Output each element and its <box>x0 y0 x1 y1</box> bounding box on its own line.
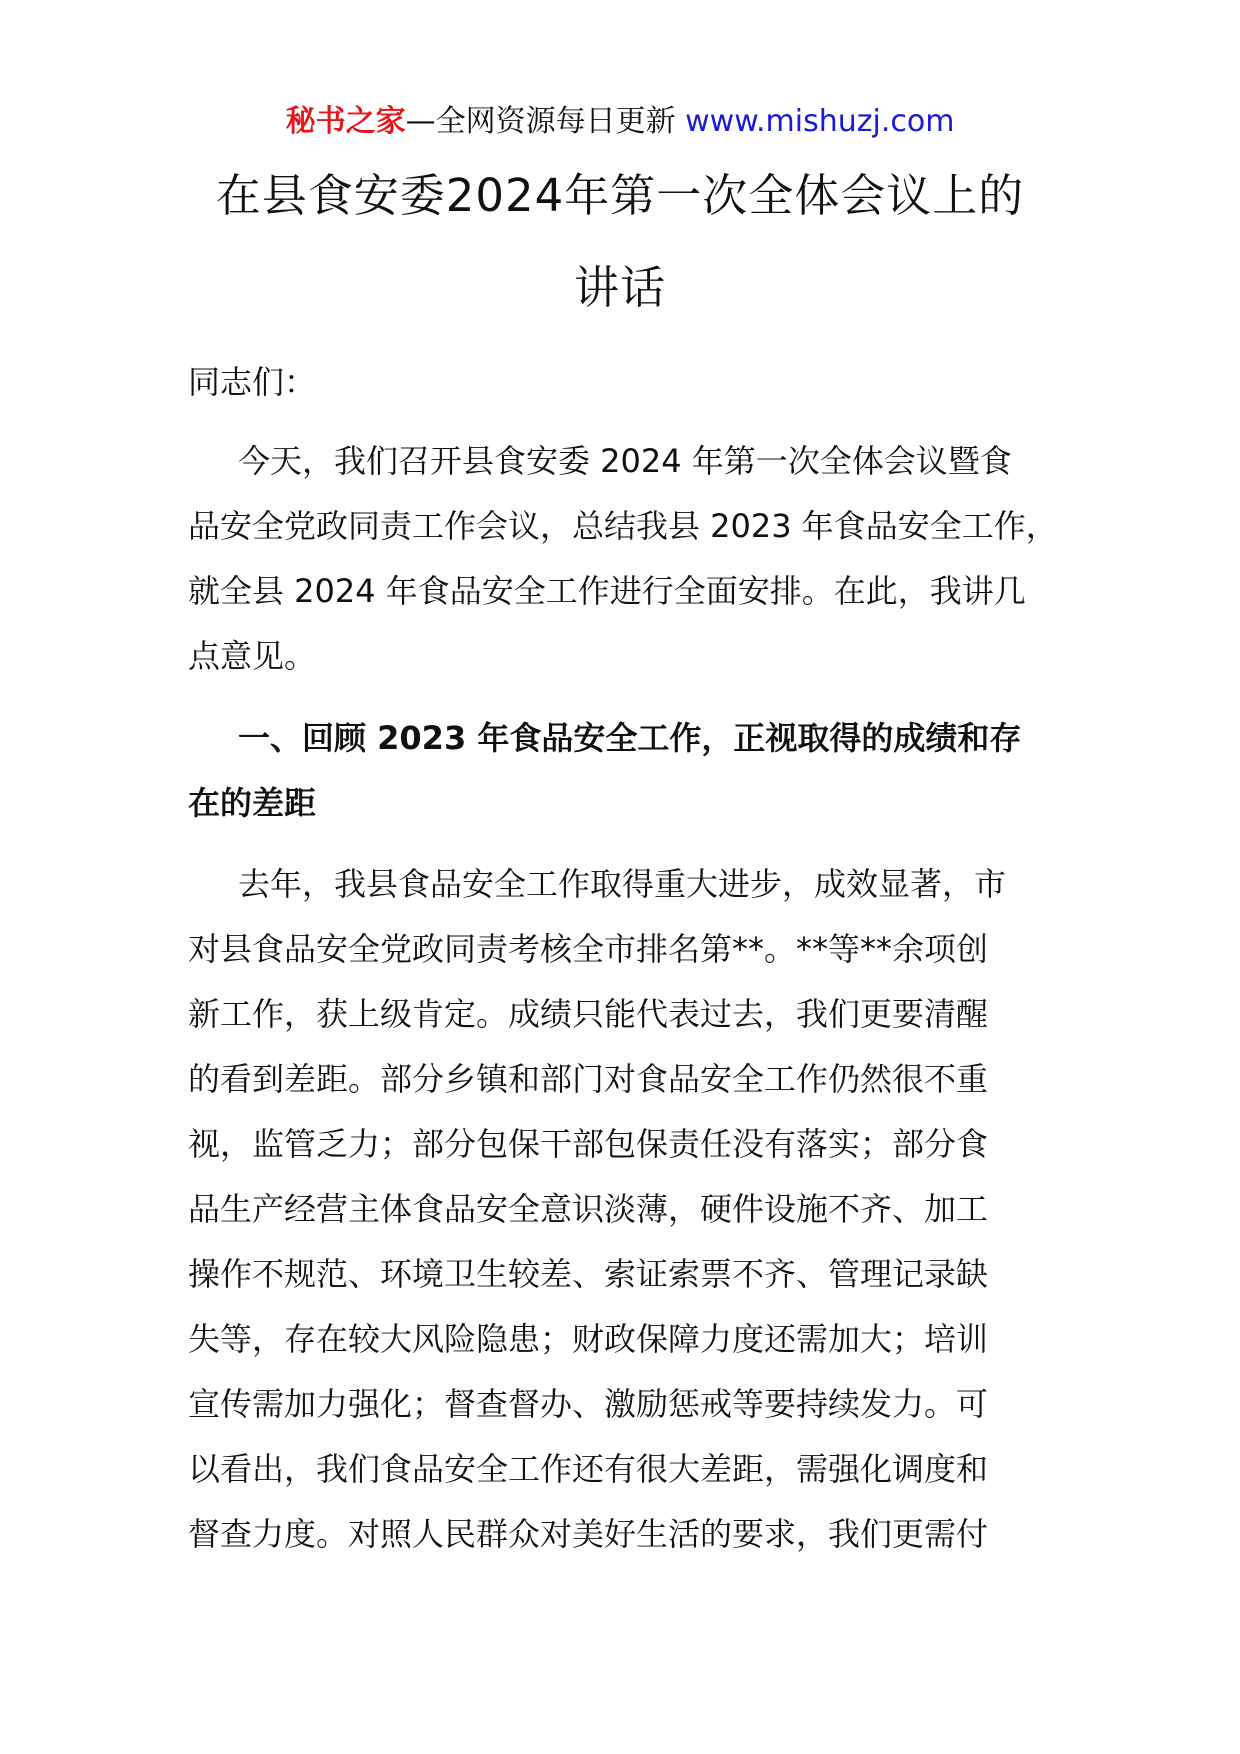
banner-url-link[interactable]: www.mishuzj.com <box>685 104 955 139</box>
paragraph-line: 失等，存在较大风险隐患；财政保障力度还需加大；培训 <box>188 1320 989 1358</box>
paragraph-line: 对县食品安全党政同责考核全市排名第**。**等**余项创 <box>188 930 989 968</box>
paragraph-line: 品生产经营主体食品安全意识淡薄，硬件设施不齐、加工 <box>188 1190 989 1228</box>
paragraph-line: 今天，我们召开县食安委 2024 年第一次全体会议暨食 <box>238 442 1012 480</box>
paragraph-line: 品安全党政同责工作会议，总结我县 2023 年食品安全工作， <box>188 507 1058 545</box>
paragraph-line: 点意见。 <box>188 637 317 675</box>
paragraph-line: 以看出，我们食品安全工作还有很大差距，需强化调度和 <box>188 1450 989 1488</box>
paragraph-line: 操作不规范、环境卫生较差、索证索票不齐、管理记录缺 <box>188 1255 989 1293</box>
banner-brand: 秘书之家 <box>285 104 406 139</box>
document-title <box>160 150 1080 334</box>
section-heading-1 <box>188 706 1088 836</box>
paragraph-line: 视，监管乏力；部分包保干部包保责任没有落实；部分食 <box>188 1125 989 1163</box>
paragraph-line: 新工作，获上级肯定。成绩只能代表过去，我们更要清醒 <box>188 995 989 1033</box>
heading-line: 在的差距 <box>188 784 317 822</box>
heading-line: 一、回顾 2023 年食品安全工作，正视取得的成绩和存 <box>238 719 1022 757</box>
title-line: 在县食安委2024年第一次全体会议上的 <box>215 169 1025 222</box>
paragraph-line: 去年，我县食品安全工作取得重大进步，成效显著，市 <box>238 865 1007 903</box>
salutation: 同志们： <box>188 363 317 401</box>
title-line: 讲话 <box>573 261 666 314</box>
paragraph-line: 的看到差距。部分乡镇和部门对食品安全工作仍然很不重 <box>188 1060 989 1098</box>
paragraph-line: 督查力度。对照人民群众对美好生活的要求，我们更需付 <box>188 1515 989 1553</box>
paragraph-intro <box>188 429 1088 689</box>
paragraph-line: 就全县 2024 年食品安全工作进行全面安排。在此，我讲几 <box>188 572 1026 610</box>
banner-slogan: —全网资源每日更新 <box>405 104 686 139</box>
paragraph-line: 宣传需加力强化；督查督办、激励惩戒等要持续发力。可 <box>188 1385 989 1423</box>
site-banner <box>0 100 1240 144</box>
paragraph-review <box>188 852 1088 1567</box>
